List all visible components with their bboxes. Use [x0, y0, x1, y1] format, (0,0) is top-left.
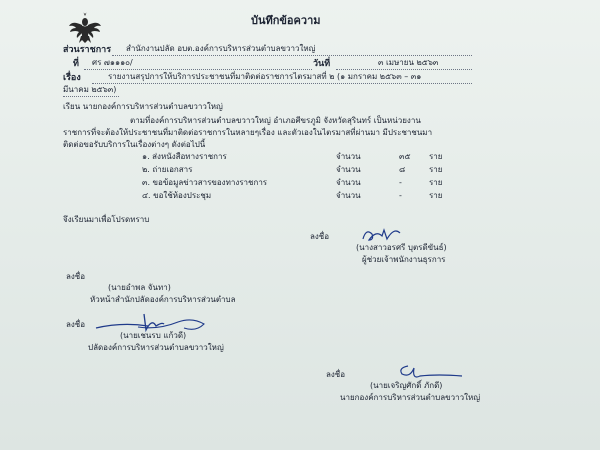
item-unit: จำนวน [336, 191, 361, 200]
memo-title: บันทึกข้อความ [251, 14, 321, 27]
item-count-unit: ราย [429, 165, 443, 174]
sig1-position: ผู้ช่วยเจ้าพนักงานธุรการ [362, 255, 446, 264]
subject-underline [92, 83, 472, 84]
paragraph-line-1: ตามที่องค์การบริหารส่วนตำบลขวาวใหญ่ อำเภอศีขรภูมิ จังหวัดสุรินทร์ เป็นหน่วยงาน [130, 116, 421, 125]
sig4-position: นายกองค์การบริหารส่วนตำบลขวาวใหญ่ [340, 393, 481, 402]
ref-value: ศร ๗๑๑๑๐/ [92, 58, 133, 67]
subject-value: รายงานสรุปการให้บริการประชาชนที่มาติดต่อราชการไตรมาสที่ ๒ (๑ มกราคม ๒๕๖๓ – ๓๑ [108, 72, 422, 81]
item-label: ๑. ส่งหนังสือทางราชการ [142, 152, 227, 161]
item-label: ๔. ขอใช้ห้องประชุม [142, 191, 212, 200]
sig2-position: หัวหน้าสำนักปลัดองค์การบริหารส่วนตำบล [90, 295, 236, 304]
list-item [142, 165, 442, 178]
paragraph-line-2: ราชการที่จะต้องให้ประชาชนที่มาติดต่อราชการในหลายๆเรื่อง และตัวเองในไตรมาสที่ผ่านมา มีประชาชนมา [63, 128, 433, 137]
ref-label: ที่ [73, 59, 79, 69]
garuda-emblem-icon [68, 12, 102, 44]
dept-value: สำนักงานปลัด อบต.องค์การบริหารส่วนตำบลขวาวใหญ่ [126, 44, 316, 53]
service-summary-list [142, 152, 442, 204]
date-underline [336, 69, 472, 70]
sig4-label: ลงชื่อ [326, 370, 346, 379]
handwritten-signature-4 [388, 360, 468, 382]
item-label: ๓. ขอข้อมูลข่าวสารของทางราชการ [142, 178, 268, 187]
sig1-name: (นางสาวอรศรี บุตรดีขันธ์) [356, 243, 447, 252]
closing-line: จึงเรียนมาเพื่อโปรดทราบ [63, 215, 150, 224]
item-count-unit: ราย [429, 178, 443, 187]
item-qty: ๓๕ [399, 152, 411, 161]
subject-continuation: มีนาคม ๒๕๖๓) [63, 85, 117, 94]
ref-underline [84, 69, 312, 70]
item-qty: - [399, 178, 402, 187]
sig2-name: (นายอำพล จันทา) [108, 283, 171, 292]
item-unit: จำนวน [336, 178, 361, 187]
subject-label: เรื่อง [63, 73, 81, 83]
sig3-label: ลงชื่อ [66, 320, 86, 329]
list-item [142, 152, 442, 165]
item-qty: ๘ [399, 165, 406, 174]
item-unit: จำนวน [336, 165, 361, 174]
item-count-unit: ราย [429, 191, 443, 200]
list-item [142, 191, 442, 204]
sig4-name: (นายเจริญศักดิ์ ภักดี) [370, 381, 443, 390]
subject-cont-underline [63, 96, 119, 97]
salutation: เรียน นายกองค์การบริหารส่วนตำบลขวาวใหญ่ [63, 102, 223, 111]
sig1-label: ลงชื่อ [310, 232, 330, 241]
date-label: วันที่ [313, 59, 331, 69]
item-unit: จำนวน [336, 152, 361, 161]
dept-underline [112, 55, 472, 56]
dept-label: ส่วนราชการ [63, 45, 112, 55]
date-value: ๓ เมษายน ๒๕๖๓ [378, 58, 439, 67]
paragraph-line-3: ติดต่อขอรับบริการในเรื่องต่างๆ ดังต่อไปนี้ [63, 140, 206, 149]
sig3-position: ปลัดองค์การบริหารส่วนตำบลขวาวใหญ่ [88, 343, 224, 352]
sig2-label: ลงชื่อ [66, 272, 86, 281]
list-item [142, 178, 442, 191]
sig3-name: (นายเชนรบ แก้วดี) [120, 331, 187, 340]
item-label: ๒. ถ่ายเอกสาร [142, 165, 193, 174]
item-qty: - [399, 191, 402, 200]
item-count-unit: ราย [429, 152, 443, 161]
